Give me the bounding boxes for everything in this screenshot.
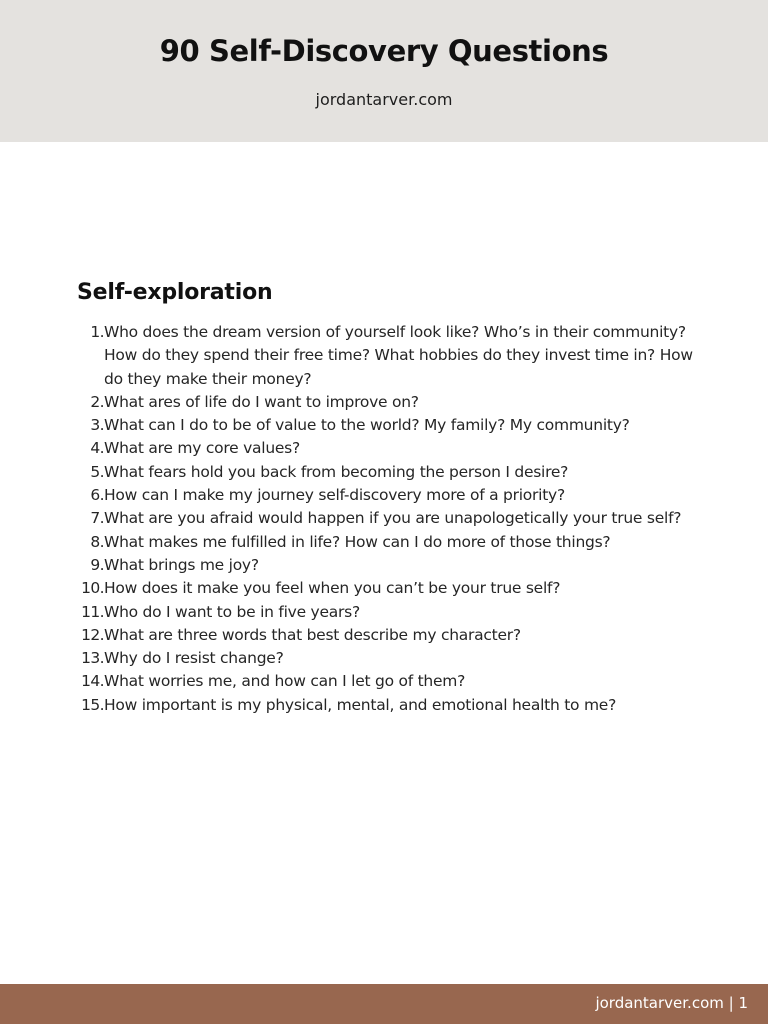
question-number: 15. (81, 695, 104, 714)
question-text: What are three words that best describe my character? (104, 625, 521, 644)
question-number: 4. (90, 439, 104, 458)
question-number: 6. (90, 486, 104, 505)
list-item (0, 531, 768, 554)
list-item (0, 321, 768, 391)
question-number: 12. (81, 625, 104, 644)
question-text: What are my core values? (104, 439, 300, 458)
question-text: What worries me, and how can I let go of them? (104, 672, 466, 691)
question-text: Who do I want to be in five years? (104, 602, 360, 621)
question-text: What are you afraid would happen if you are unapologetically your true self? (104, 509, 682, 528)
list-item (0, 461, 768, 484)
question-text: How does it make you feel when you can’t be your true self? (104, 579, 561, 598)
question-number: 11. (81, 602, 104, 621)
list-item (0, 391, 768, 414)
list-item (0, 670, 768, 693)
question-text: What makes me fulfilled in life? How can I do more of those things? (104, 532, 611, 551)
website-label: jordantarver.com (315, 90, 453, 109)
page-header (0, 0, 768, 142)
list-item (0, 577, 768, 600)
question-number: 9. (90, 555, 104, 574)
question-number: 10. (81, 579, 104, 598)
question-number: 1. (90, 323, 104, 341)
question-text: Who does the dream version of yourself look like? Who’s in their community? How do they spend their free time? What hobbies do they invest time in? How do they make their money? (104, 323, 693, 388)
list-item (0, 694, 768, 717)
question-text: How can I make my journey self-discovery more of a priority? (104, 486, 565, 505)
question-text: What brings me joy? (104, 555, 259, 574)
question-number: 13. (81, 649, 104, 668)
question-number: 3. (90, 416, 104, 435)
list-item (0, 507, 768, 530)
list-item (0, 437, 768, 460)
page-footer (0, 984, 768, 1024)
question-text: What fears hold you back from becoming the person I desire? (104, 462, 569, 481)
question-number: 7. (90, 509, 104, 528)
question-number: 2. (90, 392, 104, 411)
question-number: 5. (90, 462, 104, 481)
question-number: 14. (81, 672, 104, 691)
list-item (0, 484, 768, 507)
question-text: What ares of life do I want to improve on? (104, 392, 419, 411)
question-list (0, 321, 768, 717)
list-item (0, 554, 768, 577)
section-heading: Self-exploration (77, 280, 273, 305)
list-item (0, 601, 768, 624)
footer-page-label: jordantarver.com | 1 (595, 994, 748, 1012)
question-text: What can I do to be of value to the world? My family? My community? (104, 416, 630, 435)
question-text: Why do I resist change? (104, 649, 284, 668)
question-text: How important is my physical, mental, and emotional health to me? (104, 695, 617, 714)
list-item (0, 647, 768, 670)
question-number: 8. (90, 532, 104, 551)
page-title: 90 Self-Discovery Questions (159, 34, 609, 68)
list-item (0, 414, 768, 437)
list-item (0, 624, 768, 647)
